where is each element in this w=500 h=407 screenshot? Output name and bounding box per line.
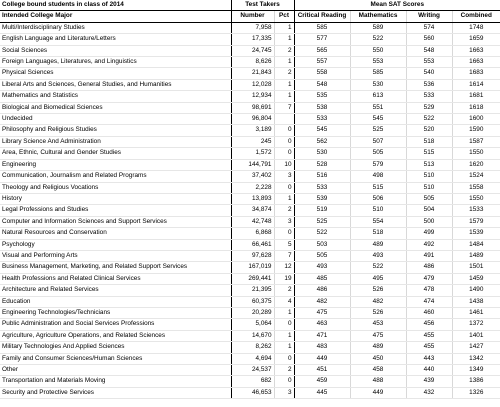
cell-pct: 1: [274, 91, 294, 102]
cell-pct: 0: [274, 353, 294, 364]
cell-writing: 510: [406, 171, 452, 182]
table-row: [0, 193, 500, 204]
cell-mathematics: 522: [350, 262, 406, 273]
cell-combined: 1663: [452, 57, 500, 68]
cell-major: Engineering: [0, 159, 231, 170]
cell-combined: 1459: [452, 273, 500, 284]
cell-mathematics: 489: [350, 342, 406, 353]
cell-major: Physical Sciences: [0, 68, 231, 79]
cell-writing: 439: [406, 376, 452, 387]
cell-critical-reading: 528: [294, 159, 350, 170]
cell-writing: 486: [406, 262, 452, 273]
cell-combined: 1683: [452, 68, 500, 79]
cell-writing: 504: [406, 205, 452, 216]
cell-writing: 460: [406, 307, 452, 318]
cell-mathematics: 493: [350, 250, 406, 261]
cell-writing: 533: [406, 91, 452, 102]
cell-combined: 1550: [452, 148, 500, 159]
cell-writing: 492: [406, 239, 452, 250]
cell-mathematics: 495: [350, 273, 406, 284]
cell-pct: 3: [274, 216, 294, 227]
cell-critical-reading: 482: [294, 296, 350, 307]
header-row-columns: [0, 11, 500, 22]
cell-mathematics: 526: [350, 307, 406, 318]
cell-critical-reading: 483: [294, 342, 350, 353]
cell-writing: 520: [406, 125, 452, 136]
cell-combined: 1326: [452, 387, 500, 398]
cell-writing: 491: [406, 250, 452, 261]
cell-major: Business Management, Marketing, and Related Support Services: [0, 262, 231, 273]
cell-major: Library Science And Administration: [0, 136, 231, 147]
col-header-pct: Pct: [274, 11, 294, 22]
cell-mathematics: 613: [350, 91, 406, 102]
cell-writing: 536: [406, 79, 452, 90]
cell-pct: 19: [274, 273, 294, 284]
cell-critical-reading: 522: [294, 228, 350, 239]
cell-number: 17,335: [231, 34, 274, 45]
cell-writing: 455: [406, 330, 452, 341]
cell-combined: 1484: [452, 239, 500, 250]
cell-mathematics: 505: [350, 148, 406, 159]
cell-critical-reading: 471: [294, 330, 350, 341]
cell-combined: 1372: [452, 319, 500, 330]
table-row: [0, 228, 500, 239]
table-title: College bound students in class of 2014: [0, 0, 231, 11]
cell-number: 96,804: [231, 114, 274, 125]
cell-number: 98,691: [231, 102, 274, 113]
table-row: [0, 79, 500, 90]
cell-pct: 1: [274, 79, 294, 90]
cell-critical-reading: 459: [294, 376, 350, 387]
cell-mathematics: 482: [350, 296, 406, 307]
cell-number: 8,262: [231, 342, 274, 353]
col-header-math: Mathematics: [350, 11, 406, 22]
cell-number: 46,653: [231, 387, 274, 398]
cell-pct: 10: [274, 159, 294, 170]
cell-number: 5,064: [231, 319, 274, 330]
cell-major: Philosophy and Religious Studies: [0, 125, 231, 136]
cell-major: Legal Professions and Studies: [0, 205, 231, 216]
cell-combined: 1587: [452, 136, 500, 147]
cell-number: 2,228: [231, 182, 274, 193]
col-header-reading: Critical Reading: [294, 11, 350, 22]
table-row: [0, 91, 500, 102]
cell-writing: 499: [406, 228, 452, 239]
cell-number: 42,748: [231, 216, 274, 227]
cell-mathematics: 488: [350, 376, 406, 387]
cell-number: 21,843: [231, 68, 274, 79]
cell-number: 3,189: [231, 125, 274, 136]
table-row: [0, 376, 500, 387]
cell-pct: 12: [274, 262, 294, 273]
cell-writing: 505: [406, 193, 452, 204]
cell-mathematics: 545: [350, 114, 406, 125]
cell-number: 66,461: [231, 239, 274, 250]
cell-critical-reading: 539: [294, 193, 350, 204]
cell-mathematics: 526: [350, 285, 406, 296]
cell-critical-reading: 585: [294, 22, 350, 33]
cell-combined: 1501: [452, 262, 500, 273]
table-row: [0, 171, 500, 182]
cell-pct: 1: [274, 34, 294, 45]
cell-mathematics: 554: [350, 216, 406, 227]
cell-critical-reading: 535: [294, 91, 350, 102]
cell-critical-reading: 562: [294, 136, 350, 147]
cell-number: 60,375: [231, 296, 274, 307]
cell-writing: 513: [406, 159, 452, 170]
cell-mathematics: 579: [350, 159, 406, 170]
cell-major: Family and Consumer Sciences/Human Sciences: [0, 353, 231, 364]
cell-number: 13,893: [231, 193, 274, 204]
cell-number: 269,441: [231, 273, 274, 284]
cell-combined: 1461: [452, 307, 500, 318]
cell-number: 34,874: [231, 205, 274, 216]
table-row: [0, 353, 500, 364]
cell-combined: 1558: [452, 182, 500, 193]
table-row: [0, 342, 500, 353]
cell-major: Visual and Performing Arts: [0, 250, 231, 261]
cell-critical-reading: 530: [294, 148, 350, 159]
cell-major: Social Sciences: [0, 45, 231, 56]
cell-combined: 1618: [452, 102, 500, 113]
cell-writing: 518: [406, 136, 452, 147]
cell-pct: [274, 114, 294, 125]
table-row: [0, 159, 500, 170]
cell-critical-reading: 503: [294, 239, 350, 250]
cell-writing: 548: [406, 45, 452, 56]
table-row: [0, 239, 500, 250]
cell-major: Psychology: [0, 239, 231, 250]
cell-pct: 7: [274, 102, 294, 113]
cell-combined: 1659: [452, 34, 500, 45]
cell-mathematics: 518: [350, 228, 406, 239]
cell-critical-reading: 516: [294, 171, 350, 182]
cell-major: Communication, Journalism and Related Programs: [0, 171, 231, 182]
cell-pct: 1: [274, 307, 294, 318]
cell-combined: 1489: [452, 250, 500, 261]
cell-number: 6,868: [231, 228, 274, 239]
col-header-major: Intended College Major: [0, 11, 231, 22]
cell-mathematics: 458: [350, 365, 406, 376]
cell-critical-reading: 486: [294, 285, 350, 296]
cell-writing: 456: [406, 319, 452, 330]
cell-pct: 0: [274, 376, 294, 387]
table-row: [0, 307, 500, 318]
table-row: [0, 34, 500, 45]
cell-combined: 1533: [452, 205, 500, 216]
cell-combined: 1342: [452, 353, 500, 364]
cell-combined: 1550: [452, 193, 500, 204]
test-takers-group-header: Test Takers: [231, 0, 294, 11]
cell-critical-reading: 493: [294, 262, 350, 273]
cell-number: 97,628: [231, 250, 274, 261]
cell-number: 1,572: [231, 148, 274, 159]
cell-major: Architecture and Related Services: [0, 285, 231, 296]
cell-combined: 1579: [452, 216, 500, 227]
cell-writing: 455: [406, 342, 452, 353]
cell-major: Agriculture, Agriculture Operations, and Related Sciences: [0, 330, 231, 341]
table-row: [0, 148, 500, 159]
table-row: [0, 273, 500, 284]
cell-mathematics: 489: [350, 239, 406, 250]
cell-number: 144,791: [231, 159, 274, 170]
table-row: [0, 68, 500, 79]
cell-critical-reading: 565: [294, 45, 350, 56]
cell-critical-reading: 475: [294, 307, 350, 318]
cell-mathematics: 585: [350, 68, 406, 79]
cell-number: 682: [231, 376, 274, 387]
table-row: [0, 57, 500, 68]
cell-critical-reading: 519: [294, 205, 350, 216]
cell-number: 4,694: [231, 353, 274, 364]
cell-combined: 1438: [452, 296, 500, 307]
cell-number: 21,395: [231, 285, 274, 296]
cell-writing: 522: [406, 114, 452, 125]
cell-major: Education: [0, 296, 231, 307]
cell-critical-reading: 548: [294, 79, 350, 90]
cell-pct: 1: [274, 330, 294, 341]
table-row: [0, 319, 500, 330]
cell-pct: 1: [274, 342, 294, 353]
cell-critical-reading: 463: [294, 319, 350, 330]
cell-writing: 432: [406, 387, 452, 398]
cell-mathematics: 515: [350, 182, 406, 193]
cell-combined: 1614: [452, 79, 500, 90]
cell-mathematics: 530: [350, 79, 406, 90]
header-row-groups: [0, 0, 500, 11]
cell-mathematics: 551: [350, 102, 406, 113]
cell-mathematics: 553: [350, 57, 406, 68]
cell-writing: 443: [406, 353, 452, 364]
cell-pct: 0: [274, 182, 294, 193]
cell-mathematics: 525: [350, 125, 406, 136]
cell-pct: 2: [274, 68, 294, 79]
cell-major: Natural Resources and Conservation: [0, 228, 231, 239]
cell-combined: 1490: [452, 285, 500, 296]
cell-pct: 3: [274, 387, 294, 398]
table-row: [0, 205, 500, 216]
cell-mathematics: 507: [350, 136, 406, 147]
cell-number: 24,537: [231, 365, 274, 376]
cell-writing: 574: [406, 22, 452, 33]
cell-major: Computer and Information Sciences and Support Services: [0, 216, 231, 227]
cell-mathematics: 449: [350, 387, 406, 398]
cell-pct: 2: [274, 365, 294, 376]
cell-writing: 540: [406, 68, 452, 79]
cell-number: 20,289: [231, 307, 274, 318]
cell-pct: 2: [274, 205, 294, 216]
cell-mathematics: 506: [350, 193, 406, 204]
cell-number: 12,934: [231, 91, 274, 102]
cell-pct: 4: [274, 296, 294, 307]
cell-pct: 7: [274, 250, 294, 261]
cell-pct: 5: [274, 239, 294, 250]
cell-number: 245: [231, 136, 274, 147]
col-header-writing: Writing: [406, 11, 452, 22]
cell-critical-reading: 451: [294, 365, 350, 376]
cell-pct: 0: [274, 319, 294, 330]
table-row: [0, 114, 500, 125]
cell-major: Multi/Interdisciplinary Studies: [0, 22, 231, 33]
cell-critical-reading: 505: [294, 250, 350, 261]
col-header-number: Number: [231, 11, 274, 22]
cell-mathematics: 510: [350, 205, 406, 216]
cell-pct: 1: [274, 193, 294, 204]
cell-writing: 560: [406, 34, 452, 45]
cell-major: English Language and Literature/Letters: [0, 34, 231, 45]
cell-critical-reading: 558: [294, 68, 350, 79]
cell-number: 8,626: [231, 57, 274, 68]
cell-pct: 0: [274, 125, 294, 136]
cell-major: History: [0, 193, 231, 204]
cell-major: Mathematics and Statistics: [0, 91, 231, 102]
cell-number: 12,028: [231, 79, 274, 90]
table-row: [0, 262, 500, 273]
cell-critical-reading: 533: [294, 182, 350, 193]
table-row: [0, 125, 500, 136]
table-row: [0, 216, 500, 227]
cell-pct: 2: [274, 285, 294, 296]
cell-combined: 1427: [452, 342, 500, 353]
cell-critical-reading: 485: [294, 273, 350, 284]
cell-combined: 1600: [452, 114, 500, 125]
cell-major: Military Technologies And Applied Sciences: [0, 342, 231, 353]
cell-critical-reading: 449: [294, 353, 350, 364]
cell-writing: 515: [406, 148, 452, 159]
table-row: [0, 365, 500, 376]
cell-pct: 0: [274, 136, 294, 147]
cell-combined: 1539: [452, 228, 500, 239]
cell-number: 167,019: [231, 262, 274, 273]
table-row: [0, 182, 500, 193]
table-row: [0, 296, 500, 307]
cell-major: Transportation and Materials Moving: [0, 376, 231, 387]
cell-number: 14,670: [231, 330, 274, 341]
cell-combined: 1386: [452, 376, 500, 387]
cell-pct: 0: [274, 148, 294, 159]
cell-number: 37,402: [231, 171, 274, 182]
cell-pct: 1: [274, 22, 294, 33]
cell-mathematics: 589: [350, 22, 406, 33]
cell-writing: 478: [406, 285, 452, 296]
cell-critical-reading: 533: [294, 114, 350, 125]
cell-writing: 479: [406, 273, 452, 284]
cell-critical-reading: 538: [294, 102, 350, 113]
cell-pct: 2: [274, 45, 294, 56]
cell-number: 24,745: [231, 45, 274, 56]
cell-pct: 0: [274, 228, 294, 239]
cell-major: Liberal Arts and Sciences, General Studies, and Humanities: [0, 79, 231, 90]
cell-major: Health Professions and Related Clinical Services: [0, 273, 231, 284]
cell-combined: 1681: [452, 91, 500, 102]
cell-major: Undecided: [0, 114, 231, 125]
table-row: [0, 45, 500, 56]
cell-writing: 510: [406, 182, 452, 193]
cell-major: Other: [0, 365, 231, 376]
cell-mathematics: 450: [350, 353, 406, 364]
col-header-combined: Combined: [452, 11, 500, 22]
cell-mathematics: 498: [350, 171, 406, 182]
cell-writing: 500: [406, 216, 452, 227]
cell-major: Security and Protective Services: [0, 387, 231, 398]
cell-critical-reading: 525: [294, 216, 350, 227]
cell-mathematics: 475: [350, 330, 406, 341]
cell-major: Engineering Technologies/Technicians: [0, 307, 231, 318]
table-row: [0, 136, 500, 147]
cell-critical-reading: 557: [294, 57, 350, 68]
cell-number: 7,958: [231, 22, 274, 33]
cell-combined: 1349: [452, 365, 500, 376]
cell-writing: 474: [406, 296, 452, 307]
cell-combined: 1590: [452, 125, 500, 136]
cell-major: Public Administration and Social Services Professions: [0, 319, 231, 330]
cell-major: Biological and Biomedical Sciences: [0, 102, 231, 113]
table-row: [0, 22, 500, 33]
sat-scores-group-header: Mean SAT Scores: [294, 0, 500, 11]
cell-mathematics: 453: [350, 319, 406, 330]
table-row: [0, 285, 500, 296]
cell-combined: 1401: [452, 330, 500, 341]
table-row: [0, 102, 500, 113]
cell-combined: 1524: [452, 171, 500, 182]
table-row: [0, 250, 500, 261]
cell-combined: 1620: [452, 159, 500, 170]
cell-critical-reading: 577: [294, 34, 350, 45]
table-row: [0, 330, 500, 341]
cell-critical-reading: 545: [294, 125, 350, 136]
cell-combined: 1663: [452, 45, 500, 56]
cell-writing: 440: [406, 365, 452, 376]
cell-pct: 3: [274, 171, 294, 182]
table-row: [0, 387, 500, 398]
cell-pct: 1: [274, 57, 294, 68]
cell-critical-reading: 445: [294, 387, 350, 398]
cell-mathematics: 550: [350, 45, 406, 56]
cell-writing: 529: [406, 102, 452, 113]
cell-combined: 1748: [452, 22, 500, 33]
cell-major: Area, Ethnic, Cultural and Gender Studies: [0, 148, 231, 159]
cell-major: Foreign Languages, Literatures, and Linguistics: [0, 57, 231, 68]
cell-mathematics: 522: [350, 34, 406, 45]
cell-writing: 553: [406, 57, 452, 68]
cell-major: Theology and Religious Vocations: [0, 182, 231, 193]
